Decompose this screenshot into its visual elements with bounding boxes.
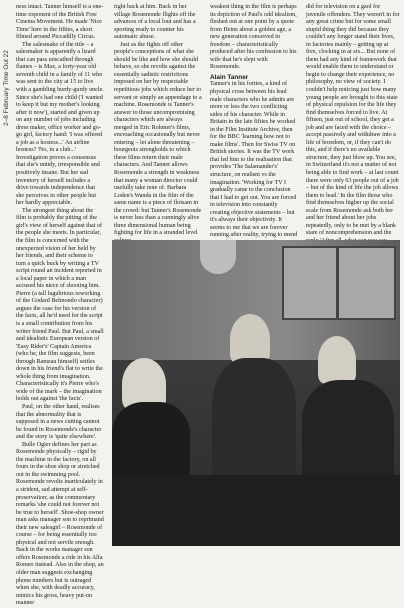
spine-masthead: 2–8 February Time Out 22 bbox=[3, 50, 10, 126]
paragraph: Bulle Ogier defines her part as Rosemonde physically – rigid by the machine in the factory, on all fours in the shoe shop or stretched out in the swimming pool. Rosemonde revolts inarticulately in a strident, sad attempt at self-preservation; as the commentary remarks 'she could not forever not be true to herself'. Shoe-shop owner man asks manager son to reprimand their new salesgirl – Rosemonde of course – for being essentially too physical and not servile enough. Back in the works manager son offers Rosemonde a ride in his Alfa Romeo instead. Also in the shop, an older man suggests exchanging phone numbers but is outraged when she, with deadly accuracy, mimics his gross, heavy put-on manner bbox=[16, 441, 104, 607]
paragraph: The strongest thing about the film is probably the pitting of the girl's view of herself against that of the people she meets. In particular, the film is concerned with the unexpected vision of her held by her friends, and their scheme to turn a quick buck by writing a TV script round an incident reported in a local paper in which a man accused his niece of shooting him. Pierre (a tall lugubrious reworking of the Godard Belmondo character) argues the case for his version of the facts, all he'd need for the script is a small contribution from his writer friend Paul. But Paul, a small and idealistic European version of 'Easy Rider's' Captain America (who he, the film suggests, been through Rameau himself) settles down in his friend's flat to write the whole thing from imagination. Characteristically it's Pierre who's wide of the mark – the imagination holds out against 'the facts'. bbox=[16, 207, 104, 403]
paragraph: did for television on a gaol for juvenile offenders. They weren't in for any great crime but for some small stupid thing they did because they couldn't any longer stand their lives, in factories mainly – getting up at five, clocking in at six... But none of them had any kind of framework that would enable them to understand or begin to change their experience, no philosophy, no view of society. I couldn't help noticing just how many young people are brought to this state of physical repulsion for the life they find themselves forced to live. At fifteen, just out of school, they get a job and are faced with the choice – accept passively and withdraw into a life of boredom, or, if they can't do this, and if there's no available structure, they just blow up. You see, in Switzerland it's not a matter of not being able to find work – at last count there were only 63 people out of a job – but of the kind of life the job allows them to lead.' In the film those who find themselves higher up the social scale from Rosemonde ask both her and her friend about her jobs repeatedly, only to be met by a blank stare of noncomprehension and the bbox=[306, 4, 400, 237]
photo-figure-right-body bbox=[302, 380, 394, 480]
film-still-photo bbox=[112, 240, 400, 546]
photo-figure-center-body bbox=[212, 358, 296, 478]
photo-window bbox=[282, 246, 396, 320]
paragraph: right back at him. Back in her village Rosemonde flights off the advances of a local lout and has a sporting ready to counter his automatic abuse. bbox=[114, 4, 196, 41]
photo-figure-left-body bbox=[112, 402, 190, 482]
paragraph: Paul, on the other hand, realises that the abnormality that is supposed in a news cutting cannot be found in Rosemonde's character and the story is 'quite elsewhere'. bbox=[16, 403, 102, 441]
article-column-3 bbox=[210, 4, 298, 238]
article-column-1 bbox=[16, 4, 104, 607]
photo-figure-center-head bbox=[230, 314, 270, 364]
article-column-2 bbox=[114, 4, 202, 238]
photo-lamp bbox=[200, 240, 236, 274]
article-column-4 bbox=[306, 4, 400, 238]
paragraph: Just as the fights off other people's conceptions of what she should be like and how she should behave, so she revolts against the essentially sadistic restrictions imposed on her by respectable repetitious jobs which reduce her to servant or simply an appendage to a machine. Rosemonde is Tanner's answer to those uncompromising characters which are always merged in Eric Rohmer's films, encroaching occasionally but never entering – let alone threatening – bourgeois strongholds to which these films return their male characters. And Tanner allows Rosemonde a strength in weakness that many a woman director could usefully take note of. Barbara Loden's Wanda in the film of the same name is a piece of flotsam in the crowd: but Tanner's Rosemonde is never less than a cunningly alive three dimensional human being fighting for life in a stranded level bbox=[114, 41, 202, 237]
photo-figure-right-head bbox=[318, 336, 356, 384]
paragraph: weakest thing in the film is perhaps its depiction of Paul's odd idealism, fleshed out at one point by a quote from Heine about a golden age, a new generation conceived in freedom – characteristically produced after his confession to his wife that he's slept with Rosemonde. bbox=[210, 4, 297, 71]
section-subheading: Alain Tanner bbox=[210, 73, 249, 81]
paragraph: ness intact. Tanner himself is a one-time exponent of the British Free Cinema Movement. He made 'Nice Time' here in the fifties, a short filmed around Piccadilly Circus. bbox=[16, 4, 104, 41]
paragraph: Tanner's in his forties, a kind of physical cross between his lead male characters who he admits are more or less the two conflicting sides of his character. While in Britain in the late fifties he worked in the Film Institute Archive, then for the BBC 'learning how not to make films'. Then for Swiss TV on British stories. It was the TV work that led him to the realisation that provides 'The Salamander's' structure, on realism vs the imagination. 'Working for TV I gradually came to the conclusion that I had to get out. You are forced in television into constantly creating objective statements – but it's always their objectivity. It seems to me that we are forever running after reality, trying to mend bbox=[210, 81, 298, 239]
photo-table bbox=[112, 475, 400, 546]
paragraph: The salesmake of the title – a salesmaker is apparently a lizard that can pass unscathed through flames – is Max, a forty-year old seventh child in a family of 11 who was sent to the city at 15 to live with a gambling hurdy-gurdy uncle. Since she's had one child ('I wanted to keep it but my mother's looking after it now'), started and given up on any number of jobs including dress maker, office worker and go-go girl, factory hand: 'I was offered a job as a hostess...' An airline hostess? 'No, in a club...' Investigation proves a consensus that she's untidy, irresponsible and positively insane. But her sad inventory of herself includes a drive towards independence that she perceives in other people but her hardly appreciable. bbox=[16, 41, 104, 207]
